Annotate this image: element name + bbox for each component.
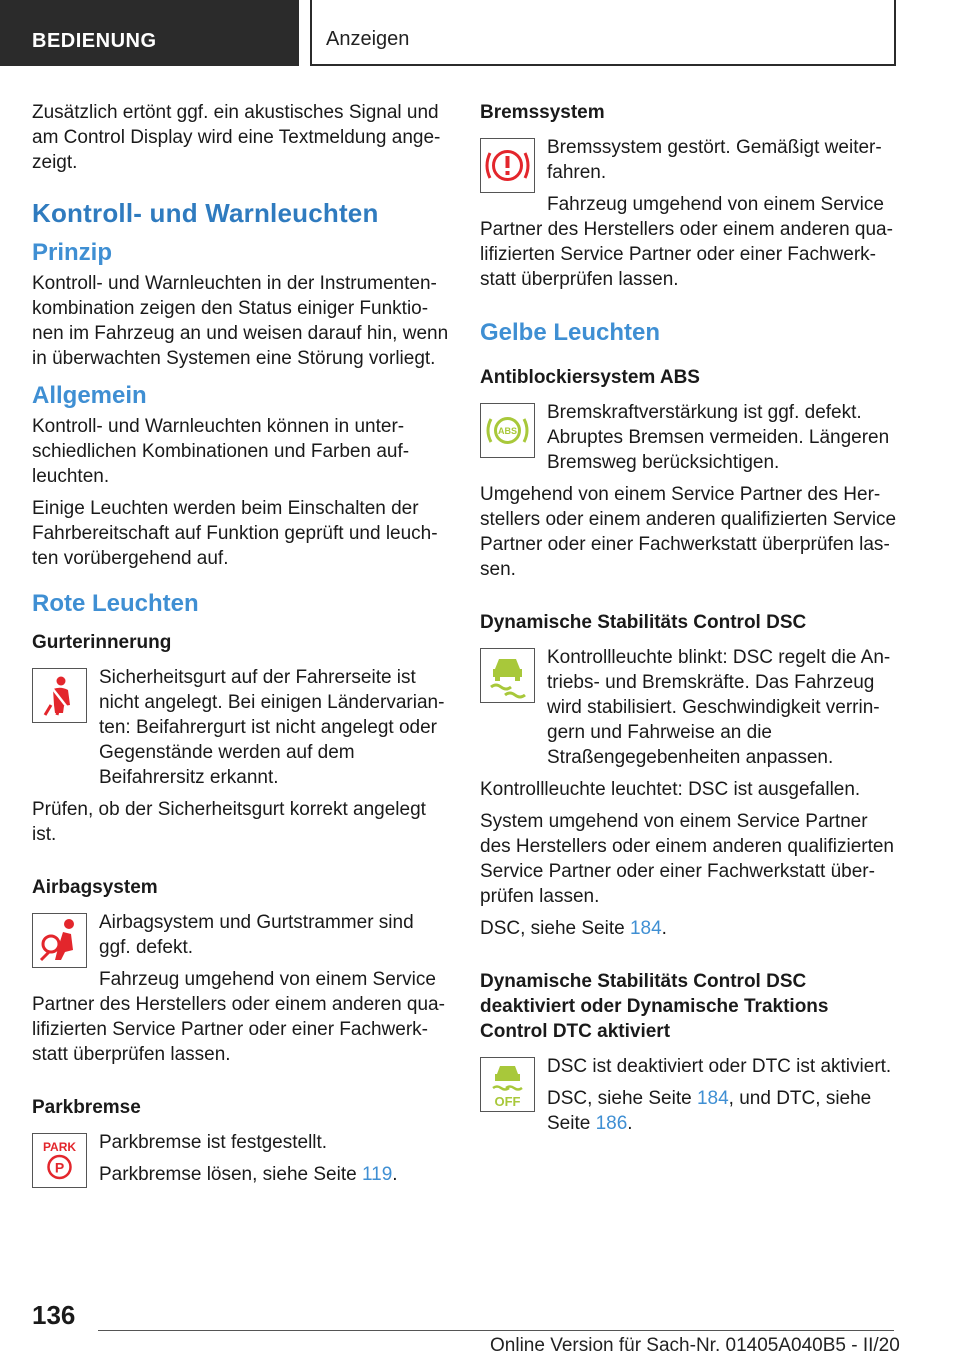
dtc-ref-mid: , und DTC, siehe Seite: [547, 1088, 872, 1134]
abs-warning-icon: [480, 403, 535, 458]
section-tab: BEDIENUNG: [0, 0, 299, 66]
dsc-off-icon: [480, 1057, 535, 1112]
park-label: PARK: [42, 1140, 77, 1154]
brems-row: [480, 135, 898, 292]
off-label: OFF: [494, 1094, 521, 1109]
brems-text-1: Bremssystem gestört. Gemäßigt weiterfahren.: [547, 137, 882, 183]
allgemein-text-2: Einige Leuchten werden beim Einschalten der Fahrbereitschaft auf Funktion geprüft und leuchten vorübergehend auf.: [32, 498, 438, 569]
heading-abs: Antiblockiersystem ABS: [480, 367, 700, 388]
chapter-title: Anzeigen: [310, 0, 896, 66]
park-symbol: P: [54, 1159, 65, 1176]
page-link-186[interactable]: 186: [595, 1113, 628, 1134]
dsc-text-3: System umgehend von einem Service Partner des Herstellers oder einem anderen qualifizierten Service Partner oder einer Fachwerkstatt überprüfen lassen.: [480, 811, 895, 907]
section-heading: Kontroll- und Warnleuchten: [32, 198, 379, 228]
brake-warning-icon: [480, 138, 535, 193]
left-column: [32, 100, 450, 1190]
airbag-warning-icon: [32, 913, 87, 968]
dsc-text-1: Kontrollleuchte blinkt: DSC regelt die Antriebs- und Bremskräfte. Das Fahrzeug wird stabilisiert. Geschwindigkeit verringern und Fahrweise an die Straßengegebenheiten anpassen.: [547, 647, 891, 768]
park-row: [32, 1130, 450, 1190]
dtc-ref-text: DSC, siehe Seite: [547, 1088, 697, 1109]
page-number: 136: [32, 1300, 76, 1330]
intro-text: Zusätzlich ertönt ggf. ein akustisches Signal und am Control Display wird eine Textmeldung angezeigt.: [32, 102, 441, 173]
dtc-text-2: [547, 1086, 898, 1136]
allgemein-text-1: Kontroll- und Warnleuchten können in unterschiedlichen Kombinationen und Farben aufleuchten.: [32, 416, 410, 487]
page-header: [0, 0, 960, 66]
heading-dsc: Dynamische Stabilitäts Control DSC: [480, 612, 807, 633]
heading-gelbe-leuchten: Gelbe Leuchten: [480, 319, 661, 346]
footer-divider: [98, 1330, 894, 1331]
heading-airbagsystem: Airbagsystem: [32, 877, 158, 898]
heading-dtc: Dynamische Stabilitäts Control DSC deaktiviert oder Dynamische Traktions Control DTC aktiviert: [480, 971, 829, 1042]
dsc-text-2: Kontrollleuchte leuchtet: DSC ist ausgefallen.: [480, 779, 861, 800]
airbag-text-1: Airbagsystem und Gurtstrammer sind ggf. defekt.: [99, 912, 414, 958]
park-ref-end: .: [392, 1164, 398, 1185]
gurt-text-1: Sicherheitsgurt auf der Fahrerseite ist nicht angelegt. Bei einigen Ländervarianten: Beifahrergurt ist nicht angelegt oder Gegenstände werden auf dem Beifahrersitz erkannt.: [99, 667, 445, 788]
right-column: [480, 100, 898, 1143]
page-link-119[interactable]: 119: [361, 1164, 393, 1185]
park-ref-text: Parkbremse lösen, siehe Seite: [99, 1164, 362, 1185]
gurt-row: [32, 665, 450, 790]
abs-text-2: Umgehend von einem Service Partner des Herstellers oder einem anderen qualifizierten Service Partner oder einer Fachwerkstatt überprüfen lassen.: [480, 484, 897, 580]
page-link-184[interactable]: 184: [629, 918, 662, 939]
airbag-text-2a: Fahrzeug umgehend von einem Service Partner des Herstellers oder einem anderen qualifizierten Service Partner oder einer Fachwerkstatt überprüfen lassen.: [32, 969, 445, 1065]
dsc-skid-icon: [480, 648, 535, 703]
dsc-ref-end: .: [661, 918, 667, 939]
dtc-ref-end: .: [627, 1113, 633, 1134]
heading-gurterinnerung: Gurterinnerung: [32, 632, 172, 653]
abs-text-1: Bremskraftverstärkung ist ggf. defekt. Abruptes Bremsen vermeiden. Längeren Bremsweg berücksichtigen.: [547, 402, 890, 473]
heading-bremssystem: Bremssystem: [480, 102, 605, 123]
heading-parkbremse: Parkbremse: [32, 1097, 141, 1118]
dtc-row: [480, 1054, 898, 1136]
heading-prinzip: Prinzip: [32, 239, 113, 266]
park-text-1: Parkbremse ist festgestellt.: [99, 1132, 328, 1153]
park-text-2: [99, 1162, 450, 1187]
heading-allgemein: Allgemein: [32, 382, 147, 409]
seatbelt-warning-icon: [32, 668, 87, 723]
page-link-184-dtc[interactable]: 184: [696, 1088, 729, 1109]
abs-label: ABS: [497, 426, 518, 436]
dsc-text-4: [480, 916, 898, 941]
heading-rote-leuchten: Rote Leuchten: [32, 590, 199, 617]
abs-row: [480, 400, 898, 475]
prinzip-text: Kontroll- und Warnleuchten in der Instrumentenkombination zeigen den Status einiger Funktionen im Fahrzeug an und weisen darauf hin, wenn in überwachten Systemen eine Störung vorliegt.: [32, 273, 449, 369]
airbag-row: [32, 910, 450, 1067]
dtc-text-1: DSC ist deaktiviert oder DTC ist aktiviert.: [547, 1056, 892, 1077]
gurt-text-2: Prüfen, ob der Sicherheitsgurt korrekt angelegt ist.: [32, 799, 426, 845]
dsc-ref-text: DSC, siehe Seite: [480, 918, 630, 939]
footer-text: Online Version für Sach-Nr. 01405A040B5 - II/20: [490, 1335, 900, 1356]
dsc-row: [480, 645, 898, 770]
brems-text-2: Fahrzeug umgehend von einem Service Partner des Herstellers oder einem anderen qualifizierten Service Partner oder einer Fachwerkstatt überprüfen lassen.: [480, 194, 893, 290]
parking-brake-icon: [32, 1133, 87, 1188]
